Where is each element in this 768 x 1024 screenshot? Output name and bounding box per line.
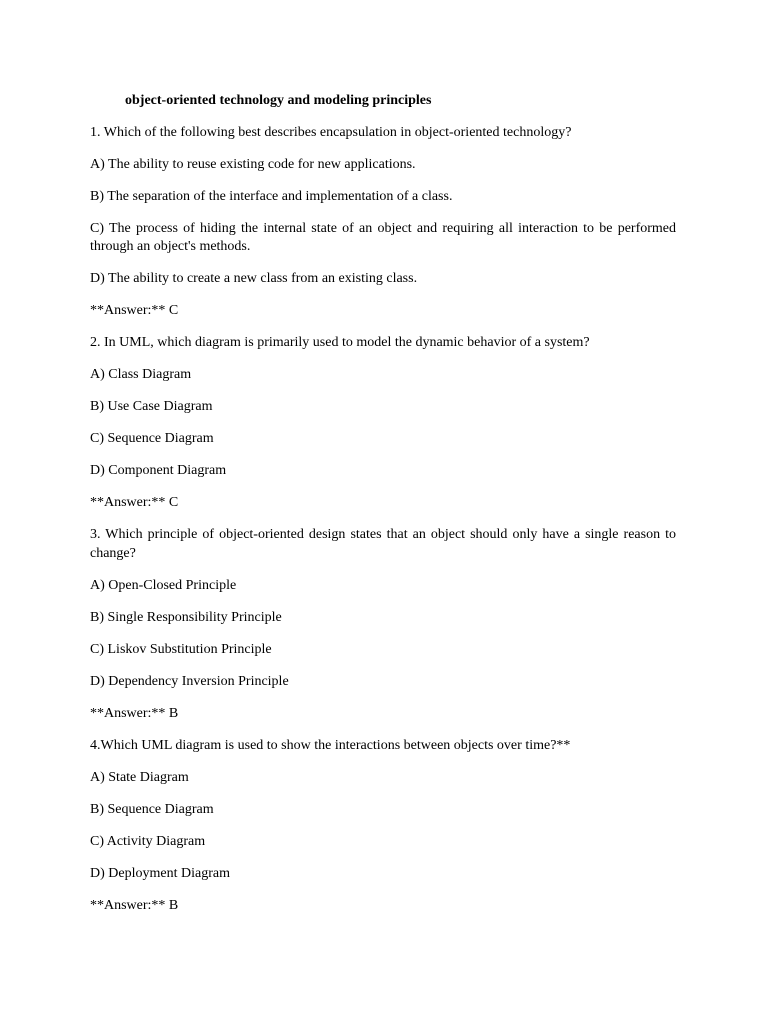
question-2-option-c: C) Sequence Diagram — [90, 431, 214, 447]
question-4-option-b: B) Sequence Diagram — [90, 801, 214, 817]
question-4-answer: **Answer:** B — [90, 897, 179, 913]
question-2-option-d: D) Component Diagram — [90, 463, 227, 479]
question-3-option-a: A) Open-Closed Principle — [90, 577, 237, 593]
question-1-option-a: A) The ability to reuse existing code for new applications. — [90, 157, 416, 172]
question-3-option-c: C) Liskov Substitution Principle — [90, 641, 272, 657]
question-2-option-a: A) Class Diagram — [90, 367, 192, 383]
question-4-option-d: D) Deployment Diagram — [90, 865, 230, 881]
question-1-answer: **Answer:** C — [90, 303, 179, 319]
document-content — [90, 124, 676, 929]
question-4-option-c: C) Activity Diagram — [90, 833, 206, 849]
question-4-option-a: A) State Diagram — [90, 769, 189, 785]
question-3-option-b: B) Single Responsibility Principle — [90, 609, 282, 625]
question-2-option-b: B) Use Case Diagram — [90, 399, 213, 415]
question-3-text: 3. Which principle of object-oriented design states that an object should only have a single reason to change? — [90, 527, 676, 561]
question-1-option-b: B) The separation of the interface and implementation of a class. — [90, 189, 453, 204]
question-3-option-d: D) Dependency Inversion Principle — [90, 673, 289, 689]
question-2-text: 2. In UML, which diagram is primarily used to model the dynamic behavior of a system? — [90, 335, 590, 351]
question-1-option-d: D) The ability to create a new class from an existing class. — [90, 271, 418, 287]
question-3-answer: **Answer:** B — [90, 705, 179, 721]
question-2-answer: **Answer:** C — [90, 495, 179, 511]
document-title: object-oriented technology and modeling principles — [125, 93, 432, 108]
question-4-text: 4.Which UML diagram is used to show the interactions between objects over time?** — [90, 737, 571, 753]
question-1-option-c: C) The process of hiding the internal state of an object and requiring all interaction to be performed through an object's methods. — [90, 221, 676, 255]
question-1-text: 1. Which of the following best describes encapsulation in object-oriented technology? — [90, 125, 572, 140]
